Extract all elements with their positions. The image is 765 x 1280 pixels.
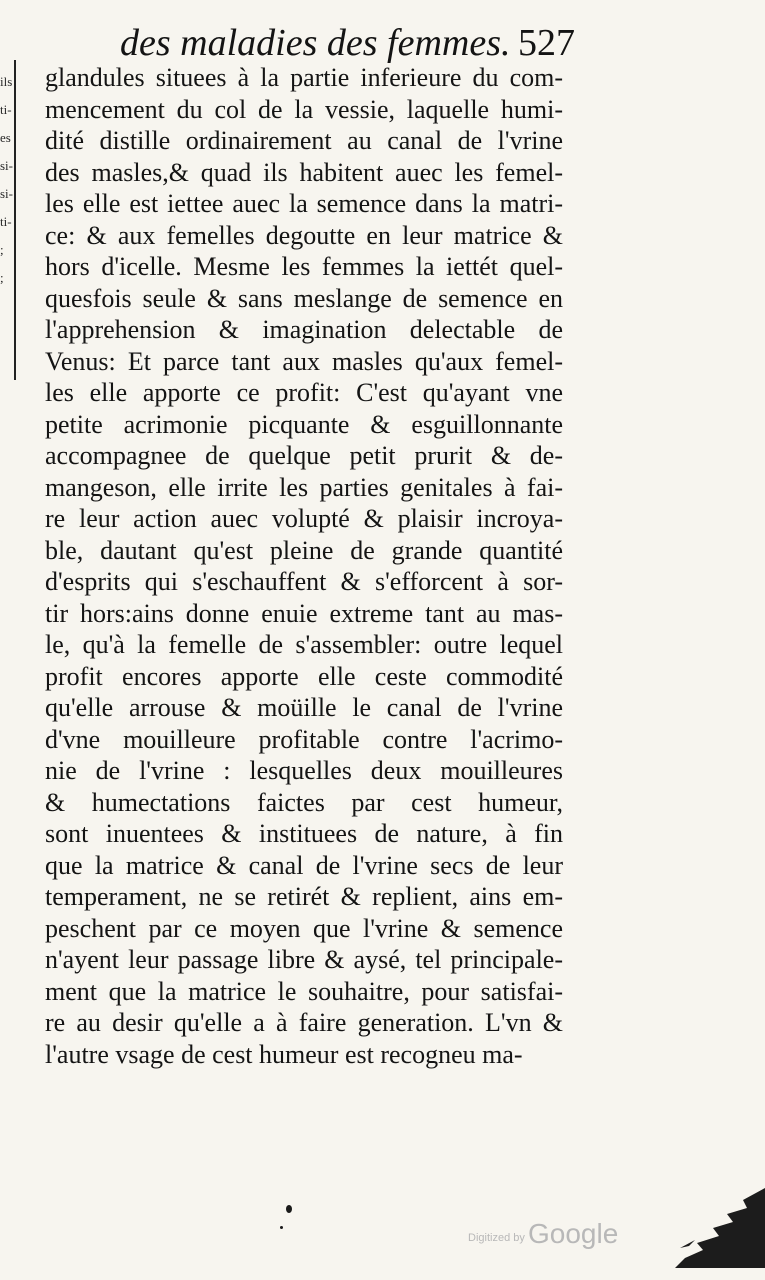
margin-fragment: ti-: [0, 214, 12, 229]
margin-fragment: ti-: [0, 102, 12, 117]
margin-fragments: [0, 68, 16, 292]
text-line: quesfois seule & sans meslange de semence en: [45, 283, 563, 313]
ink-speck: [280, 1226, 283, 1229]
running-title: des maladies des femmes.: [120, 22, 511, 64]
digitization-watermark: [468, 1218, 618, 1252]
text-line: re au desir qu'elle a à faire generation. L'vn &: [45, 1008, 563, 1037]
watermark-prefix: Digitized by: [468, 1232, 525, 1244]
text-line: mencement du col de la vessie, laquelle humi-: [45, 94, 563, 124]
text-line: Venus: Et parce tant aux masles qu'aux femel-: [45, 346, 563, 376]
margin-fragment: ;: [0, 242, 4, 257]
text-line: le, qu'à la femelle de s'assembler: outre lequel: [45, 630, 563, 659]
text-line: des masles,& quad ils habitent auec les femel-: [45, 157, 563, 187]
text-line: d'vne mouilleure profitable contre l'acrimo-: [45, 724, 563, 754]
watermark-logo: Google: [528, 1218, 619, 1249]
text-line: & humectations faictes par cest humeur,: [45, 787, 563, 817]
text-line: ble, dautant qu'est pleine de grande quantité: [45, 535, 563, 565]
text-line: hors d'icelle. Mesme les femmes la iettét quel-: [45, 252, 563, 281]
text-line: petite acrimonie picquante & esguillonnante: [45, 409, 563, 439]
margin-fragment: es: [0, 130, 11, 145]
margin-fragment: ils: [0, 74, 13, 89]
text-line: temperament, ne se retirét & replient, ains em-: [45, 882, 563, 911]
text-line: re leur action auec volupté & plaisir incroya-: [45, 504, 563, 533]
text-line: que la matrice & canal de l'vrine secs de leur: [45, 850, 563, 880]
text-line: peschent par ce moyen que l'vrine & semence: [45, 913, 563, 943]
ink-smudge: [675, 1188, 765, 1268]
text-line: mangeson, elle irrite les parties genitales à fai-: [45, 472, 563, 502]
text-line: accompagnee de quelque petit prurit & de-: [45, 441, 563, 470]
text-line: ce: & aux femelles degoutte en leur matrice &: [45, 220, 563, 250]
page-number: 527: [518, 22, 575, 64]
margin-fragment: ;: [0, 270, 4, 285]
text-line: qu'elle arrouse & moüille le canal de l'vrine: [45, 693, 563, 722]
body-text: [45, 62, 563, 1070]
text-line: n'ayent leur passage libre & aysé, tel principale-: [45, 945, 563, 974]
text-line: les elle est iettee auec la semence dans la matri-: [45, 189, 563, 218]
text-line: d'esprits qui s'eschauffent & s'efforcent à sor-: [45, 567, 563, 596]
text-line: tir hors:ains donne enuie extreme tant au mas-: [45, 598, 563, 628]
text-line: profit encores apporte elle ceste commodité: [45, 661, 563, 691]
text-line: ment que la matrice le souhaitre, pour satisfai-: [45, 976, 563, 1006]
text-line: l'apprehension & imagination delectable de: [45, 315, 563, 344]
text-line: sont inuentees & instituees de nature, à fin: [45, 819, 563, 848]
margin-fragment: si-: [0, 186, 13, 201]
ink-speck: [286, 1205, 292, 1213]
text-line: glandules situees à la partie inferieure du com-: [45, 63, 563, 92]
text-line: nie de l'vrine : lesquelles deux mouilleures: [45, 756, 563, 785]
margin-fragment: si-: [0, 158, 13, 173]
page-header: [120, 18, 575, 68]
text-line: les elle apporte ce profit: C'est qu'ayant vne: [45, 378, 563, 407]
text-line: dité distille ordinairement au canal de l'vrine: [45, 126, 563, 155]
text-line: l'autre vsage de cest humeur est recogneu ma-: [45, 1039, 523, 1069]
